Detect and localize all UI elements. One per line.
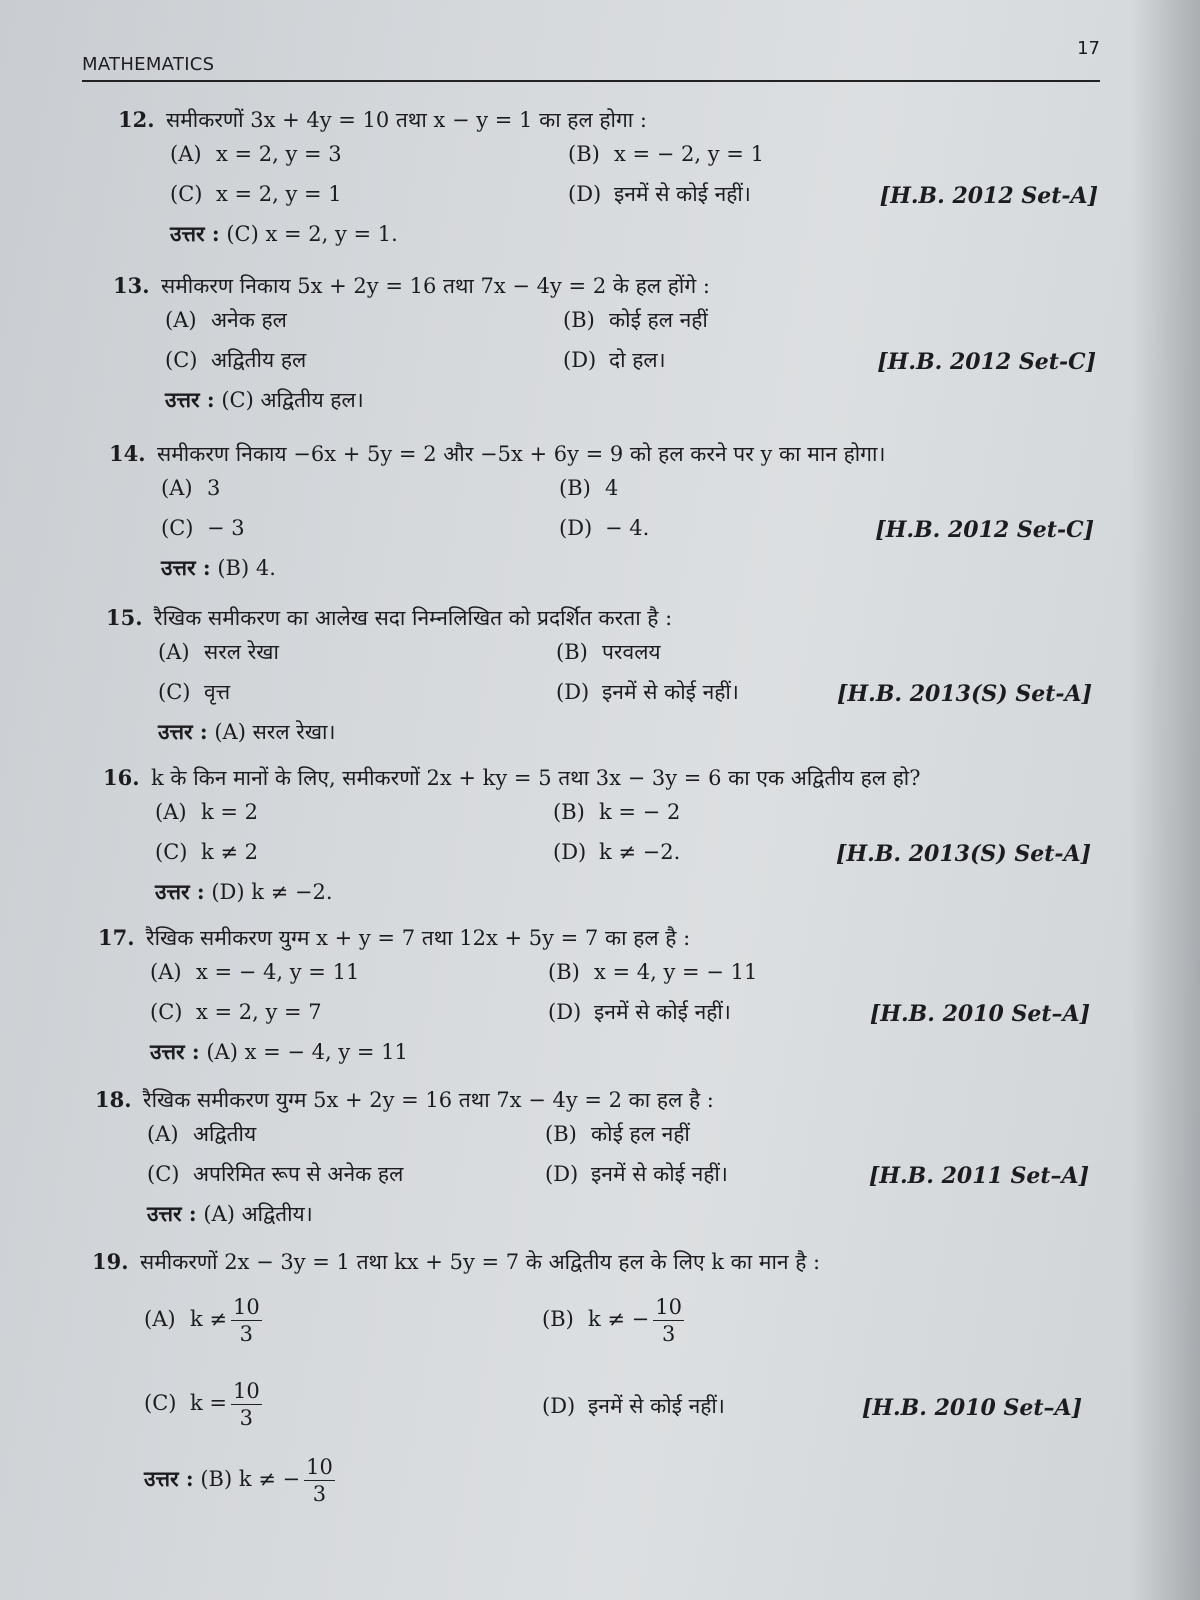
- option-b: (B) x = 4, y = − 11: [548, 960, 758, 984]
- answer-line: उत्तर : (A) अद्वितीय।: [147, 1201, 313, 1226]
- option-c: (C) x = 2, y = 1: [170, 182, 342, 206]
- exam-source: [H.B. 2012 Set-C]: [875, 517, 1094, 543]
- question-15: [106, 604, 1092, 754]
- option-c: (C) वृत्त: [158, 680, 231, 704]
- option-a: (A) अनेक हल: [165, 308, 287, 332]
- option-c: (C) k = $\frac{10}{3}$: [144, 1379, 260, 1430]
- question-number: 13.: [113, 273, 150, 298]
- exam-source: [H.B. 2011 Set–A]: [868, 1163, 1089, 1189]
- option-d: (D) k ≠ −2.: [553, 840, 681, 864]
- answer-line: उत्तर : (A) सरल रेखा।: [158, 719, 336, 744]
- option-a: (A) 3: [161, 476, 221, 500]
- fraction: $\frac{10}{3}$: [306, 1455, 333, 1506]
- question-number: 15.: [106, 605, 143, 630]
- question-number: 18.: [95, 1087, 132, 1112]
- question-13: [113, 272, 1096, 422]
- option-b: (B) परवलय: [556, 640, 661, 664]
- option-d: (D) दो हल।: [563, 348, 666, 372]
- subject-title: MATHEMATICS: [82, 54, 215, 75]
- option-a: (A) x = 2, y = 3: [170, 142, 342, 166]
- option-b: (B) x = − 2, y = 1: [568, 142, 764, 166]
- question-14: [109, 440, 1094, 590]
- option-d: (D) इनमें से कोई नहीं।: [568, 182, 751, 206]
- question-number: 12.: [118, 107, 155, 132]
- option-c: (C) k ≠ 2: [155, 840, 259, 864]
- question-17: [98, 924, 1090, 1074]
- option-a: (A) सरल रेखा: [158, 640, 279, 664]
- question-text: k के किन मानों के लिए, समीकरणों 2x + ky = 5 तथा 3x − 3y = 6 का एक अद्वितीय हल हो?: [151, 766, 921, 790]
- question-text: रैखिक समीकरण युग्म x + y = 7 तथा 12x + 5y = 7 का हल है :: [146, 926, 691, 950]
- option-a: (A) अद्वितीय: [147, 1122, 257, 1146]
- exam-source: [H.B. 2013(S) Set-A]: [836, 681, 1092, 707]
- option-d: (D) इनमें से कोई नहीं।: [548, 1000, 731, 1024]
- question-19: [92, 1248, 1082, 1520]
- option-b: (B) कोई हल नहीं: [563, 308, 708, 332]
- option-c: (C) अपरिमित रूप से अनेक हल: [147, 1162, 404, 1186]
- option-c: (C) − 3: [161, 516, 245, 540]
- exam-source: [H.B. 2010 Set–A]: [861, 1395, 1082, 1421]
- option-b: (B) k = − 2: [553, 800, 681, 824]
- option-d: (D) − 4.: [559, 516, 650, 540]
- question-16: [103, 764, 1091, 914]
- question-number: 17.: [98, 925, 135, 950]
- answer-line: उत्तर : (B) 4.: [161, 555, 276, 580]
- option-c: (C) अद्वितीय हल: [165, 348, 307, 372]
- answer-line: उत्तर : (A) x = − 4, y = 11: [150, 1039, 408, 1064]
- option-d: (D) इनमें से कोई नहीं।: [545, 1162, 728, 1186]
- option-a: (A) x = − 4, y = 11: [150, 960, 360, 984]
- answer-line: उत्तर : (C) x = 2, y = 1.: [170, 221, 398, 246]
- exam-source: [H.B. 2013(S) Set-A]: [835, 841, 1091, 867]
- exam-source: [H.B. 2010 Set–A]: [869, 1001, 1090, 1027]
- option-d: (D) इनमें से कोई नहीं।: [556, 680, 739, 704]
- option-b: (B) k ≠ − $\frac{10}{3}$: [542, 1295, 683, 1346]
- exam-source: [H.B. 2012 Set-A]: [879, 183, 1098, 209]
- page-shadow: [1130, 0, 1200, 1600]
- question-text: रैखिक समीकरण युग्म 5x + 2y = 16 तथा 7x − 4y = 2 का हल है :: [143, 1088, 714, 1112]
- page-number: 17: [1077, 38, 1100, 59]
- question-text: समीकरणों 2x − 3y = 1 तथा kx + 5y = 7 के अद्वितीय हल के लिए k का मान है :: [140, 1250, 821, 1274]
- fraction: $\frac{10}{3}$: [233, 1295, 260, 1346]
- question-number: 14.: [109, 441, 146, 466]
- option-b: (B) कोई हल नहीं: [545, 1122, 690, 1146]
- answer-line: उत्तर : (B) k ≠ − $\frac{10}{3}$: [144, 1455, 333, 1506]
- option-a: (A) k ≠ $\frac{10}{3}$: [144, 1295, 260, 1346]
- option-b: (B) 4: [559, 476, 619, 500]
- question-12: [118, 106, 1098, 256]
- page-header: [82, 36, 1100, 88]
- option-a: (A) k = 2: [155, 800, 259, 824]
- fraction: $\frac{10}{3}$: [655, 1295, 683, 1346]
- question-text: समीकरण निकाय −6x + 5y = 2 और −5x + 6y = 9 को हल करने पर y का मान होगा।: [157, 442, 886, 466]
- question-text: समीकरणों 3x + 4y = 10 तथा x − y = 1 का हल होगा :: [166, 108, 647, 132]
- exam-source: [H.B. 2012 Set-C]: [877, 349, 1096, 375]
- question-number: 19.: [92, 1249, 129, 1274]
- question-text: समीकरण निकाय 5x + 2y = 16 तथा 7x − 4y = 2 के हल होंगे :: [161, 274, 710, 298]
- header-rule: [82, 80, 1100, 82]
- question-number: 16.: [103, 765, 140, 790]
- question-text: रैखिक समीकरण का आलेख सदा निम्नलिखित को प्रदर्शित करता है :: [154, 606, 673, 630]
- answer-line: उत्तर : (D) k ≠ −2.: [155, 879, 333, 904]
- question-18: [95, 1086, 1089, 1236]
- option-d: (D) इनमें से कोई नहीं।: [542, 1394, 725, 1418]
- answer-line: उत्तर : (C) अद्वितीय हल।: [165, 387, 364, 412]
- fraction: $\frac{10}{3}$: [233, 1379, 260, 1430]
- option-c: (C) x = 2, y = 7: [150, 1000, 322, 1024]
